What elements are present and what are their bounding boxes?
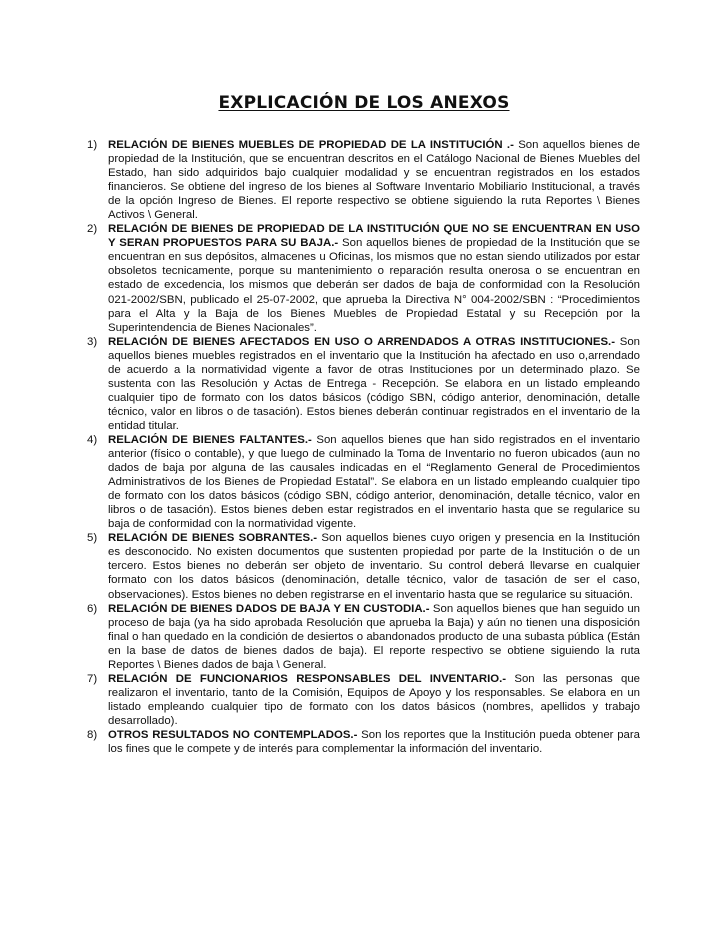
- annex-item-6: [87, 602, 640, 672]
- item-number: 2): [87, 223, 98, 236]
- item-description: Son aquellos bienes muebles registrados en el inventario que la Institución ha afectado en uso o,arrendado de acuerdo a la normatividad vigente a favor de otras Instituciones por un determinado plazo. Se sustenta con las Resolución y Actas de Entrega - Recepción. Se elabora en un listado empleando cualquier tipo de formato con los datos básicos (código SBN, código anterior, denominación, detalle técnico, valor en libros o de tasación). Estos bienes deberán continuar registrados en el inventario de la entidad titular.: [108, 335, 640, 432]
- item-heading: RELACIÓN DE BIENES SOBRANTES.-: [108, 532, 318, 545]
- item-description: Son aquellos bienes de propiedad de la Institución, que se encuentran descritos en el Catálogo Nacional de Bienes Muebles del Estado, han sido adquiridos bajo cualquier modalidad y se encuentran registrados en los estados financieros. Se obtiene del ingreso de los bienes al Software Inventario Mobiliario Institucional, a través de la opción Ingreso de Bienes. El reporte respectivo se obtiene siguiendo la ruta Reportes \ Bienes Activos \ General.: [108, 139, 641, 222]
- item-heading: OTROS RESULTADOS NO CONTEMPLADOS.-: [108, 728, 358, 741]
- item-number: 7): [87, 672, 98, 685]
- annex-item-4: [87, 433, 640, 531]
- annex-item-1: [87, 138, 640, 222]
- item-number: 4): [87, 433, 98, 446]
- item-heading: RELACIÓN DE BIENES DADOS DE BAJA Y EN CUSTODIA.-: [108, 602, 430, 615]
- item-heading: RELACIÓN DE BIENES FALTANTES.-: [108, 433, 312, 446]
- item-heading: RELACIÓN DE FUNCIONARIOS RESPONSABLES DEL INVENTARIO.-: [108, 672, 507, 685]
- annex-item-5: [87, 531, 640, 601]
- annex-item-7: [87, 672, 640, 728]
- item-heading: RELACIÓN DE BIENES DE PROPIEDAD DE LA INSTITUCIÓN QUE NO SE ENCUENTRAN EN USO Y SERAN PROPUESTOS PARA SU BAJA.-: [108, 223, 640, 250]
- item-description: Son aquellos bienes de propiedad de la Institución que se encuentran en sus depósitos, almacenes u Oficinas, los mismos que no estan siendo utilizados por estar obsoletos tecnicamente, porque su mantenimiento o reparación resulta onerosa o se encuentran en estado de excedencia, los mismos que deberán ser dados de baja de conformidad con la Resolución 021-2002/SBN, publicado el 25-07-2002, que aprueba la Directiva N° 004-2002/SBN : “Procedimientos para el Alta y la Baja de los Bienes Muebles de Propiedad Estatal y su Recepción por la Superintendencia de Bienes Nacionales”.: [108, 237, 640, 334]
- item-description: Son aquellos bienes cuyo origen y presencia en la Institución es desconocido. No existen documentos que sustenten propiedad por parte de la Institución o de un tercero. Estos bienes no deberán ser objeto de inventario. Su control deberá llevarse en cualquier formato con los datos básicos (denominación, detalle técnico, valor de tasación de ser el caso, observaciones). Estos bienes no deben registrarse en el inventario hasta que se regularice su situación.: [108, 532, 640, 601]
- document-title: EXPLICACIÓN DE LOS ANEXOS: [218, 93, 510, 113]
- annex-item-8: [87, 728, 640, 756]
- item-number: 8): [87, 728, 98, 741]
- item-description: Son aquellos bienes que han seguido un proceso de baja (ya ha sido aprobada Resolución que aprueba la Baja) y aún no tienen una disposición final o han quedado en la condición de desiertos o abandonados producto de una subasta pública (Están en la base de datos de bienes dados de baja). El reporte respectivo se obtiene siguiendo la ruta Reportes \ Bienes dados de baja \ General.: [108, 602, 641, 671]
- item-description: Son las personas que realizaron el inventario, tanto de la Comisión, Equipos de Apoyo y los responsables. Se elabora en un listado empleando cualquier tipo de formato con los datos básicos (nombres, apellidos y trabajo desarrollado).: [108, 672, 640, 727]
- item-number: 3): [87, 335, 98, 348]
- annex-item-3: [87, 335, 640, 433]
- item-number: 1): [87, 139, 98, 151]
- item-description: Son los reportes que la Institución pueda obtener para los fines que le compete y de interés para complementar la información del inventario.: [108, 728, 640, 756]
- item-number: 6): [87, 602, 98, 615]
- annex-list: [87, 138, 640, 756]
- item-heading: RELACIÓN DE BIENES MUEBLES DE PROPIEDAD DE LA INSTITUCIÓN .-: [108, 139, 514, 151]
- annex-item-2: [87, 222, 640, 334]
- item-heading: RELACIÓN DE BIENES AFECTADOS EN USO O ARRENDADOS A OTRAS INSTITUCIONES.-: [108, 335, 616, 348]
- item-number: 5): [87, 532, 98, 545]
- item-description: Son aquellos bienes que han sido registrados en el inventario anterior (físico o contable), y que luego de culminado la Toma de Inventario no fueron ubicados (aun no dados de baja por alguna de las causales indicadas en el “Reglamento General de Procedimientos Administrativos de los Bienes de Propiedad Estatal”. Se elabora en un listado empleando cualquier tipo de formato con los datos básicos (código SBN, código anterior, denominación, detalle técnico, valor en libros o de tasación). Estos bienes deben estar registrados en el inventario hasta que se regularice su baja de conformidad con la normatividad vigente.: [108, 433, 640, 531]
